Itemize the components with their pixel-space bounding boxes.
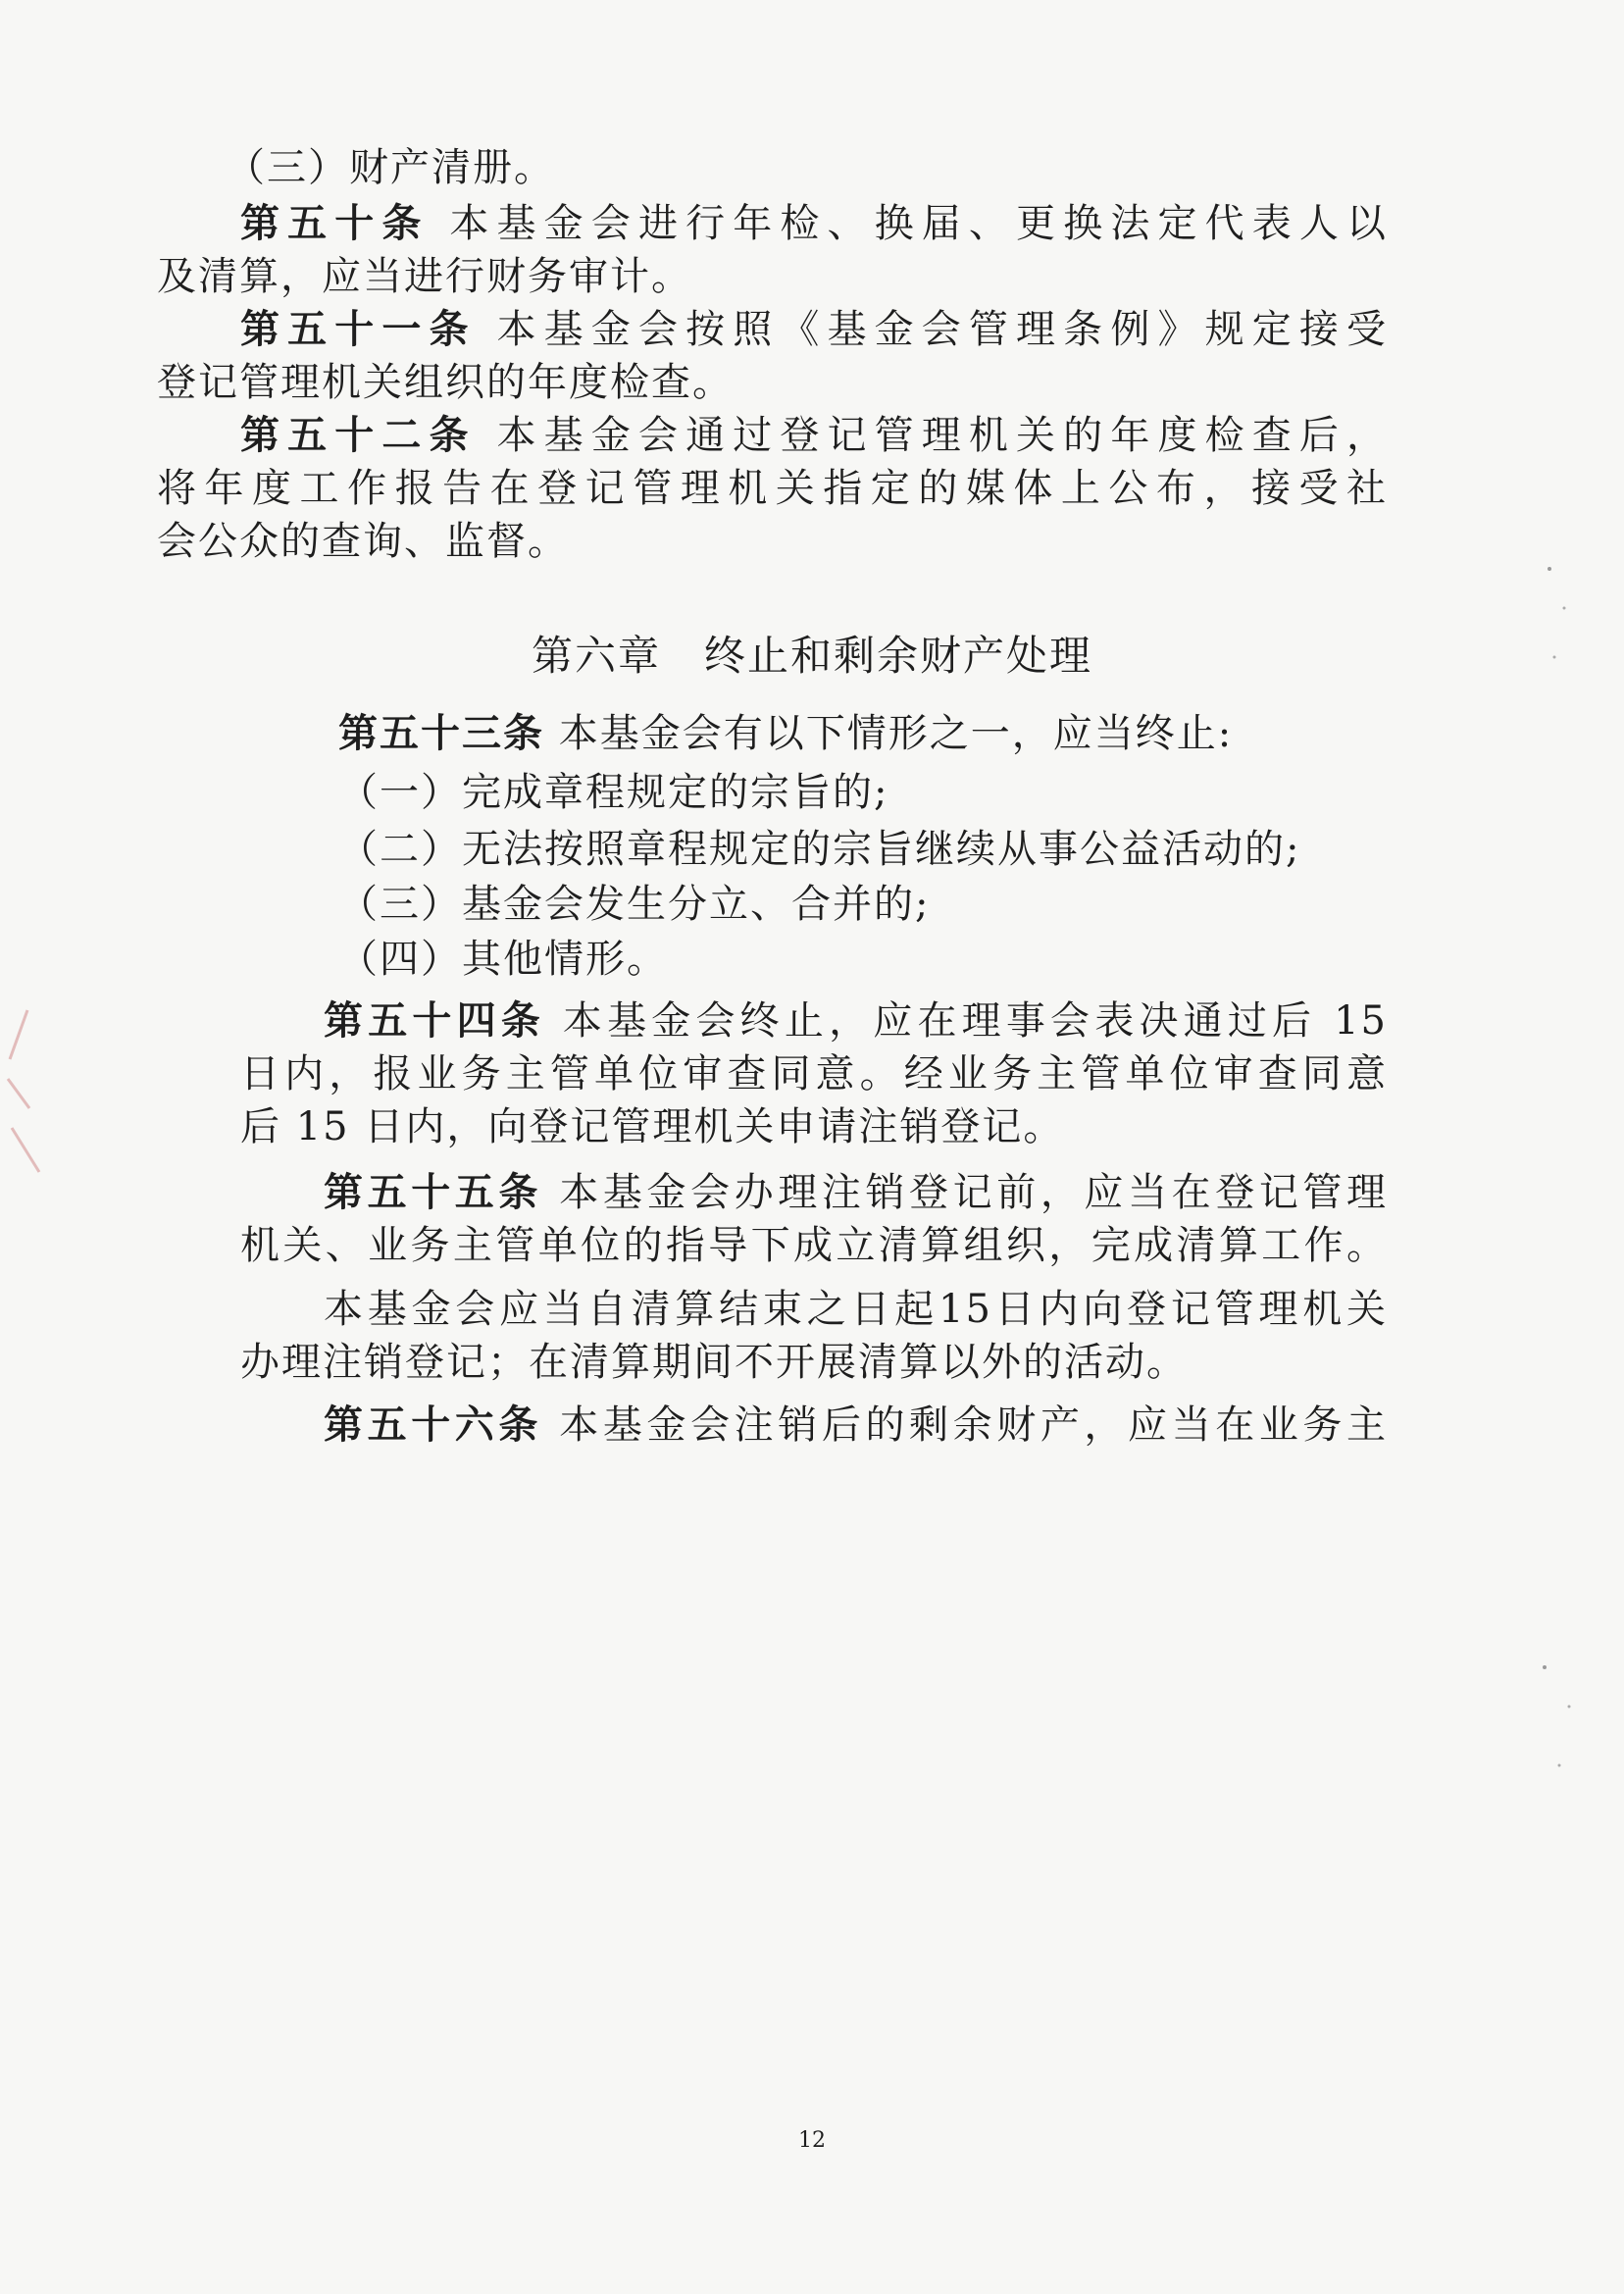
paragraph-line [240, 410, 1388, 461]
paragraph-line [240, 1337, 1388, 1388]
line-text: 本基金会办理注销登记前，应当在登记管理 [559, 1170, 1389, 1215]
line-text: 本基金会按照《基金会管理条例》规定接受 [496, 307, 1389, 352]
paragraph-line [338, 879, 1486, 930]
line-text: 及清算，应当进行财务审计。 [157, 254, 692, 299]
chapter-title: 第六章 终止和剩余财产处理 [531, 632, 1092, 680]
paragraph-line [240, 1220, 1388, 1271]
line-text: 将年度工作报告在登记管理机关指定的媒体上公布，接受社 [157, 466, 1388, 511]
line-text: （二）无法按照章程规定的宗旨继续从事公益活动的; [338, 827, 1301, 872]
line-text: （四）其他情形。 [338, 937, 668, 982]
paragraph-line [324, 1400, 1388, 1451]
paragraph-line [157, 516, 1304, 567]
paragraph-line [157, 357, 1304, 408]
paragraph-line [324, 1284, 1388, 1335]
article-heading: 第五十四条 [324, 997, 545, 1044]
paragraph-line [240, 198, 1388, 249]
paragraph-line [226, 142, 1373, 193]
article-heading: 第五十五条 [324, 1169, 542, 1215]
article-heading: 第五十六条 [324, 1402, 542, 1448]
article-heading: 第五十二条 [240, 412, 477, 458]
article-heading: 第五十三条 [338, 710, 544, 756]
line-text: 本基金会注销后的剩余财产，应当在业务主 [559, 1402, 1389, 1448]
line-text: （一）完成章程规定的宗旨的; [338, 770, 889, 815]
line-text: （三）财产清册。 [226, 145, 555, 190]
article-heading: 第五十一条 [240, 306, 477, 352]
paragraph-line [240, 1048, 1388, 1099]
paragraph-line [324, 1167, 1388, 1218]
paragraph-line [338, 708, 1388, 759]
scan-stamp-fragment [0, 1000, 49, 1187]
paragraph-line [157, 463, 1388, 514]
paragraph-line [338, 934, 1486, 985]
line-text: 机关、业务主管单位的指导下成立清算组织，完成清算工作。 [240, 1223, 1388, 1268]
paragraph-line [157, 251, 1304, 302]
line-text: 日内，报业务主管单位审查同意。经业务主管单位审查同意 [240, 1051, 1388, 1096]
line-text: 本基金会通过登记管理机关的年度检查后， [496, 413, 1389, 458]
paragraph-line [240, 1101, 1388, 1152]
line-text: 本基金会进行年检、换届、更换法定代表人以 [449, 201, 1389, 246]
line-text: 办理注销登记；在清算期间不开展清算以外的活动。 [240, 1340, 1188, 1385]
line-text: 本基金会终止，应在理事会表决通过后 15 [562, 998, 1389, 1044]
line-text: 后 15 日内，向登记管理机关申请注销登记。 [240, 1104, 1065, 1149]
line-text: 本基金会有以下情形之一，应当终止: [558, 711, 1234, 756]
line-text: 会公众的查询、监督。 [157, 519, 569, 564]
line-text: 本基金会应当自清算结束之日起15日内向登记管理机关 [324, 1287, 1388, 1332]
scan-noise-dots [1530, 549, 1589, 1824]
page-number: 12 [798, 2128, 826, 2153]
paragraph-line [338, 824, 1486, 875]
paragraph-line [338, 767, 1486, 818]
line-text: 登记管理机关组织的年度检查。 [157, 360, 734, 405]
paragraph-line [324, 995, 1388, 1046]
line-text: （三）基金会发生分立、合并的; [338, 882, 931, 927]
paragraph-line [240, 304, 1388, 355]
article-heading: 第五十条 [240, 200, 430, 246]
